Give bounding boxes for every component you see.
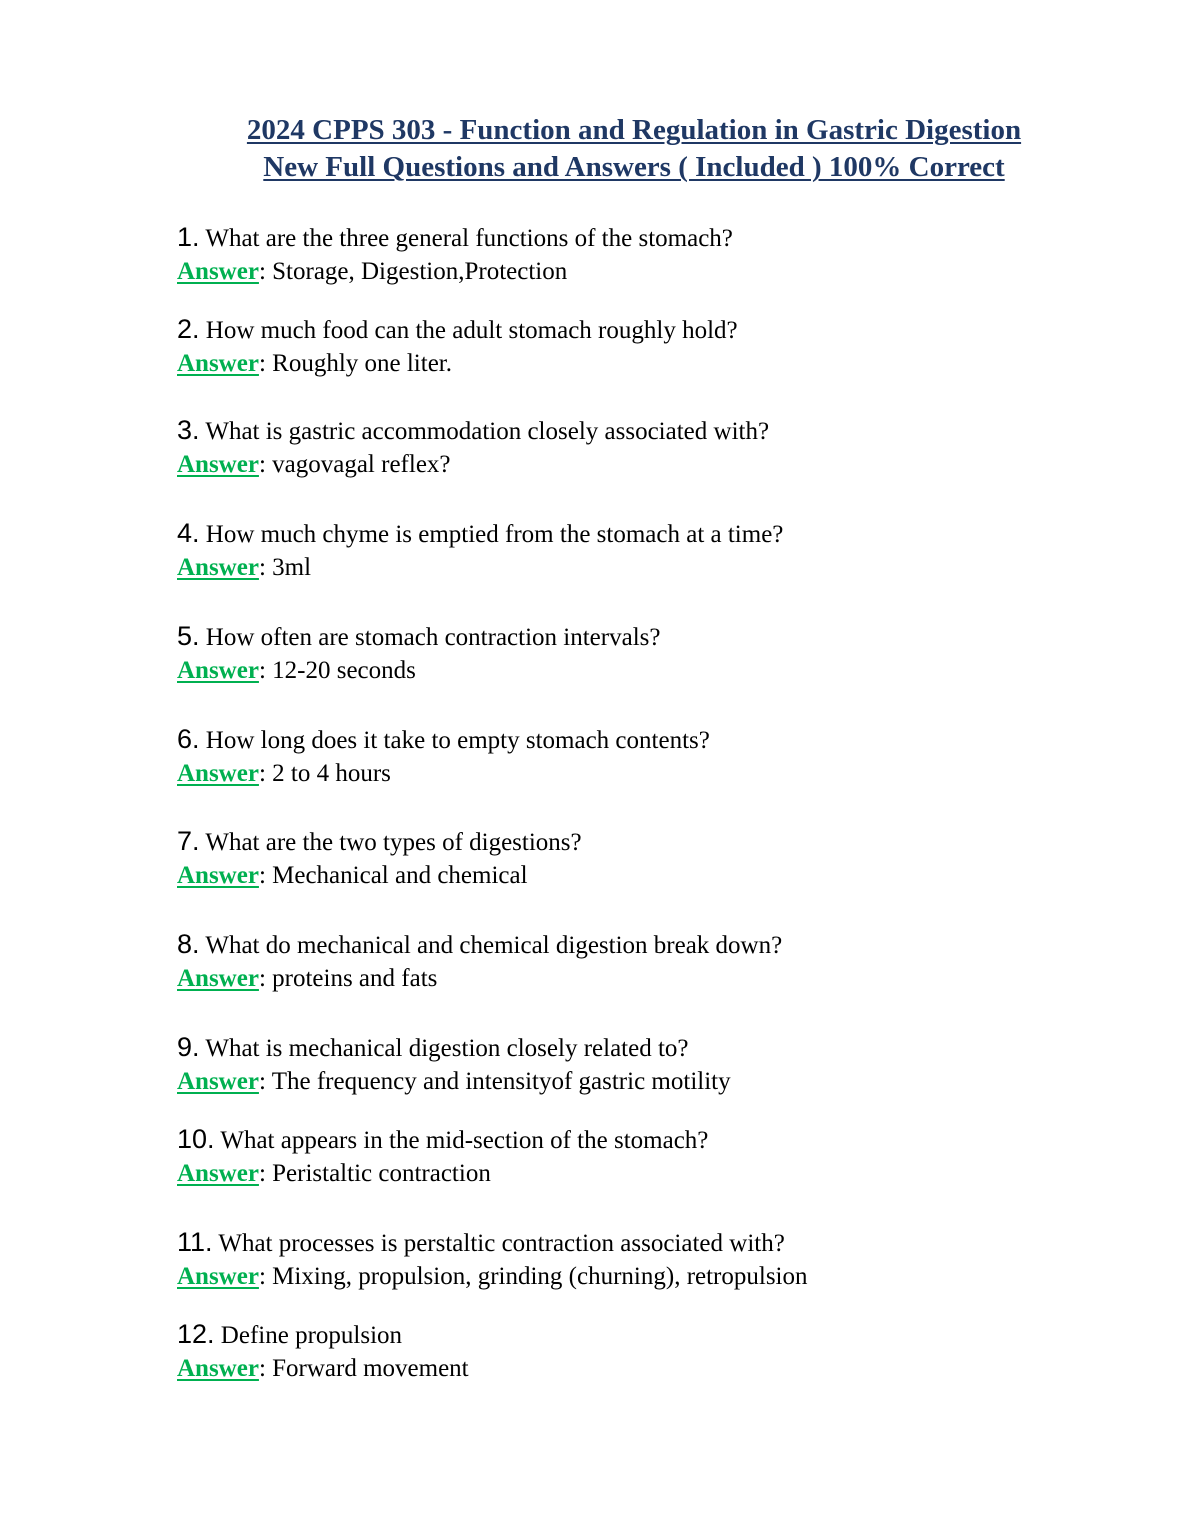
answer-text: 3ml: [272, 554, 312, 581]
answer-label: Answer: [177, 451, 259, 478]
question-number: 6.: [177, 724, 200, 754]
answer: [177, 553, 1137, 583]
qa-item: [177, 1032, 1137, 1097]
answer-text: Mechanical and chemical: [272, 862, 528, 889]
answer: [177, 964, 1137, 994]
answer-separator: :: [258, 657, 266, 684]
answer-separator: :: [258, 1355, 266, 1382]
qa-item: [177, 724, 1137, 789]
question-text: What are the two types of digestions?: [205, 829, 582, 856]
question-number: 1.: [177, 222, 200, 252]
question-number: 12.: [177, 1319, 215, 1349]
qa-item: [177, 222, 1137, 287]
question-number: 4.: [177, 518, 200, 548]
answer-text: proteins and fats: [272, 965, 438, 992]
question-text: How much food can the adult stomach roughly hold?: [205, 317, 738, 344]
qa-item: [177, 621, 1137, 686]
answer-text: Mixing, propulsion, grinding (churning), retropulsion: [272, 1263, 808, 1290]
answer-label: Answer: [177, 1355, 259, 1382]
answer-text: Forward movement: [272, 1355, 469, 1382]
answer-separator: :: [258, 1068, 266, 1095]
answer-text: Storage, Digestion,Protection: [272, 258, 568, 285]
answer: [177, 1354, 1137, 1384]
answer-separator: :: [258, 965, 266, 992]
document-title: [0, 112, 1190, 186]
answer-separator: :: [258, 862, 266, 889]
answer-label: Answer: [177, 1160, 259, 1187]
answer-separator: :: [258, 258, 266, 285]
qa-item: [177, 1319, 1137, 1384]
question-text: What is gastric accommodation closely associated with?: [205, 418, 770, 445]
qa-item: [177, 929, 1137, 994]
answer-label: Answer: [177, 862, 259, 889]
question-number: 2.: [177, 314, 200, 344]
answer-text: 2 to 4 hours: [272, 760, 391, 787]
answer-text: vagovagal reflex?: [272, 451, 451, 478]
qa-item: [177, 826, 1137, 891]
answer-text: Peristaltic contraction: [272, 1160, 491, 1187]
answer: [177, 656, 1137, 686]
question-number: 7.: [177, 826, 200, 856]
question-text: What do mechanical and chemical digestion break down?: [205, 932, 783, 959]
answer-label: Answer: [177, 760, 259, 787]
question-text: What appears in the mid-section of the stomach?: [220, 1127, 709, 1154]
question: [177, 314, 1137, 346]
qa-item: [177, 415, 1137, 480]
answer: [177, 759, 1137, 789]
question: [177, 518, 1137, 550]
question-text: How often are stomach contraction intervals?: [205, 624, 661, 651]
question: [177, 826, 1137, 858]
question-number: 9.: [177, 1032, 200, 1062]
question-text: How much chyme is emptied from the stomach at a time?: [205, 521, 784, 548]
question: [177, 1124, 1137, 1156]
answer-label: Answer: [177, 965, 259, 992]
question-number: 10.: [177, 1124, 215, 1154]
question-text: Define propulsion: [220, 1322, 403, 1349]
question: [177, 929, 1137, 961]
question-number: 3.: [177, 415, 200, 445]
qa-item: [177, 1227, 1137, 1292]
answer-label: Answer: [177, 258, 259, 285]
answer: [177, 1159, 1137, 1189]
answer-text: 12-20 seconds: [272, 657, 416, 684]
answer: [177, 450, 1137, 480]
answer-separator: :: [258, 350, 266, 377]
answer-text: The frequency and intensityof gastric motility: [271, 1068, 731, 1095]
question-text: What are the three general functions of the stomach?: [205, 225, 733, 252]
answer-label: Answer: [177, 1263, 259, 1290]
answer-separator: :: [258, 1263, 266, 1290]
question-text: How long does it take to empty stomach contents?: [205, 727, 710, 754]
qa-item: [177, 518, 1137, 583]
question-number: 8.: [177, 929, 200, 959]
answer-label: Answer: [177, 657, 259, 684]
answer: [177, 257, 1137, 287]
answer: [177, 1262, 1137, 1292]
question: [177, 621, 1137, 653]
answer: [177, 349, 1137, 379]
question: [177, 1227, 1137, 1259]
question-text: What processes is perstaltic contraction associated with?: [218, 1230, 785, 1257]
question: [177, 1319, 1137, 1351]
answer: [177, 861, 1137, 891]
qa-item: [177, 1124, 1137, 1189]
answer-separator: :: [258, 451, 266, 478]
question: [177, 222, 1137, 254]
answer-label: Answer: [177, 554, 259, 581]
question: [177, 1032, 1137, 1064]
question: [177, 415, 1137, 447]
answer-label: Answer: [177, 1068, 259, 1095]
question-text: What is mechanical digestion closely related to?: [205, 1035, 689, 1062]
title-line-1: 2024 CPPS 303 - Function and Regulation in Gastric Digestion: [246, 114, 1022, 146]
answer: [177, 1067, 1137, 1097]
question-number: 11.: [177, 1227, 213, 1257]
answer-separator: :: [258, 1160, 266, 1187]
question: [177, 724, 1137, 756]
question-number: 5.: [177, 621, 200, 651]
title-line-2: New Full Questions and Answers ( Included ) 100% Correct: [263, 151, 1005, 183]
answer-separator: :: [258, 760, 266, 787]
answer-label: Answer: [177, 350, 259, 377]
answer-separator: :: [258, 554, 266, 581]
answer-text: Roughly one liter.: [272, 350, 452, 377]
qa-item: [177, 314, 1137, 379]
